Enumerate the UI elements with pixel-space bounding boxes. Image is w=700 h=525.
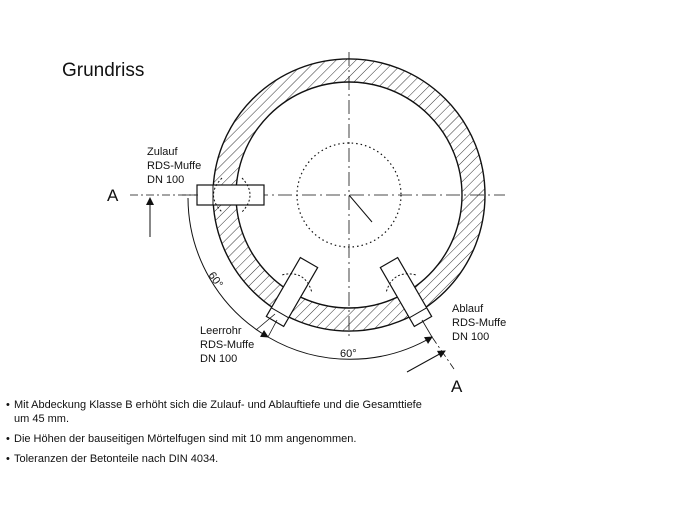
note-text: Mit Abdeckung Klasse B erhöht sich die Zulauf- und Ablauftiefe und die Gesamttiefe um 45 mm. (14, 399, 422, 425)
bullet: • (6, 399, 10, 411)
section-marker-right: A (451, 377, 463, 396)
svg-text:RDS-Muffe: RDS-Muffe (147, 160, 202, 172)
note-text: Die Höhen der bauseitigen Mörtelfugen sind mit 10 mm angenommen. (14, 433, 357, 445)
section-line-right (432, 337, 454, 369)
inlet-label (147, 146, 201, 186)
svg-text:Zulauf: Zulauf (147, 146, 178, 158)
outlet-label (452, 303, 506, 343)
empty-pipe-label (200, 325, 254, 365)
empty-pipe-leader (256, 314, 275, 330)
svg-text:Leerrohr: Leerrohr (200, 325, 242, 337)
angle-label-left: 60° (205, 269, 225, 291)
note-item (6, 398, 426, 426)
section-marker-left: A (107, 186, 119, 205)
bullet: • (6, 453, 10, 465)
angle-label-bottom: 60° (340, 348, 357, 360)
note-item (6, 432, 426, 446)
note-text: Toleranzen der Betonteile nach DIN 4034. (14, 453, 219, 465)
svg-text:RDS-Muffe: RDS-Muffe (452, 317, 507, 329)
svg-text:DN 100: DN 100 (147, 174, 185, 186)
notes-list (6, 398, 426, 472)
bullet: • (6, 433, 10, 445)
svg-text:RDS-Muffe: RDS-Muffe (200, 339, 255, 351)
radius-line (349, 195, 372, 222)
svg-text:DN 100: DN 100 (200, 353, 238, 365)
section-arrow-right (407, 351, 445, 372)
svg-text:Ablauf: Ablauf (452, 303, 484, 315)
page-title: Grundriss (62, 60, 145, 81)
extension-line-right (422, 320, 432, 337)
note-item (6, 452, 426, 466)
extension-line-left (268, 320, 277, 337)
svg-text:DN 100: DN 100 (452, 331, 490, 343)
